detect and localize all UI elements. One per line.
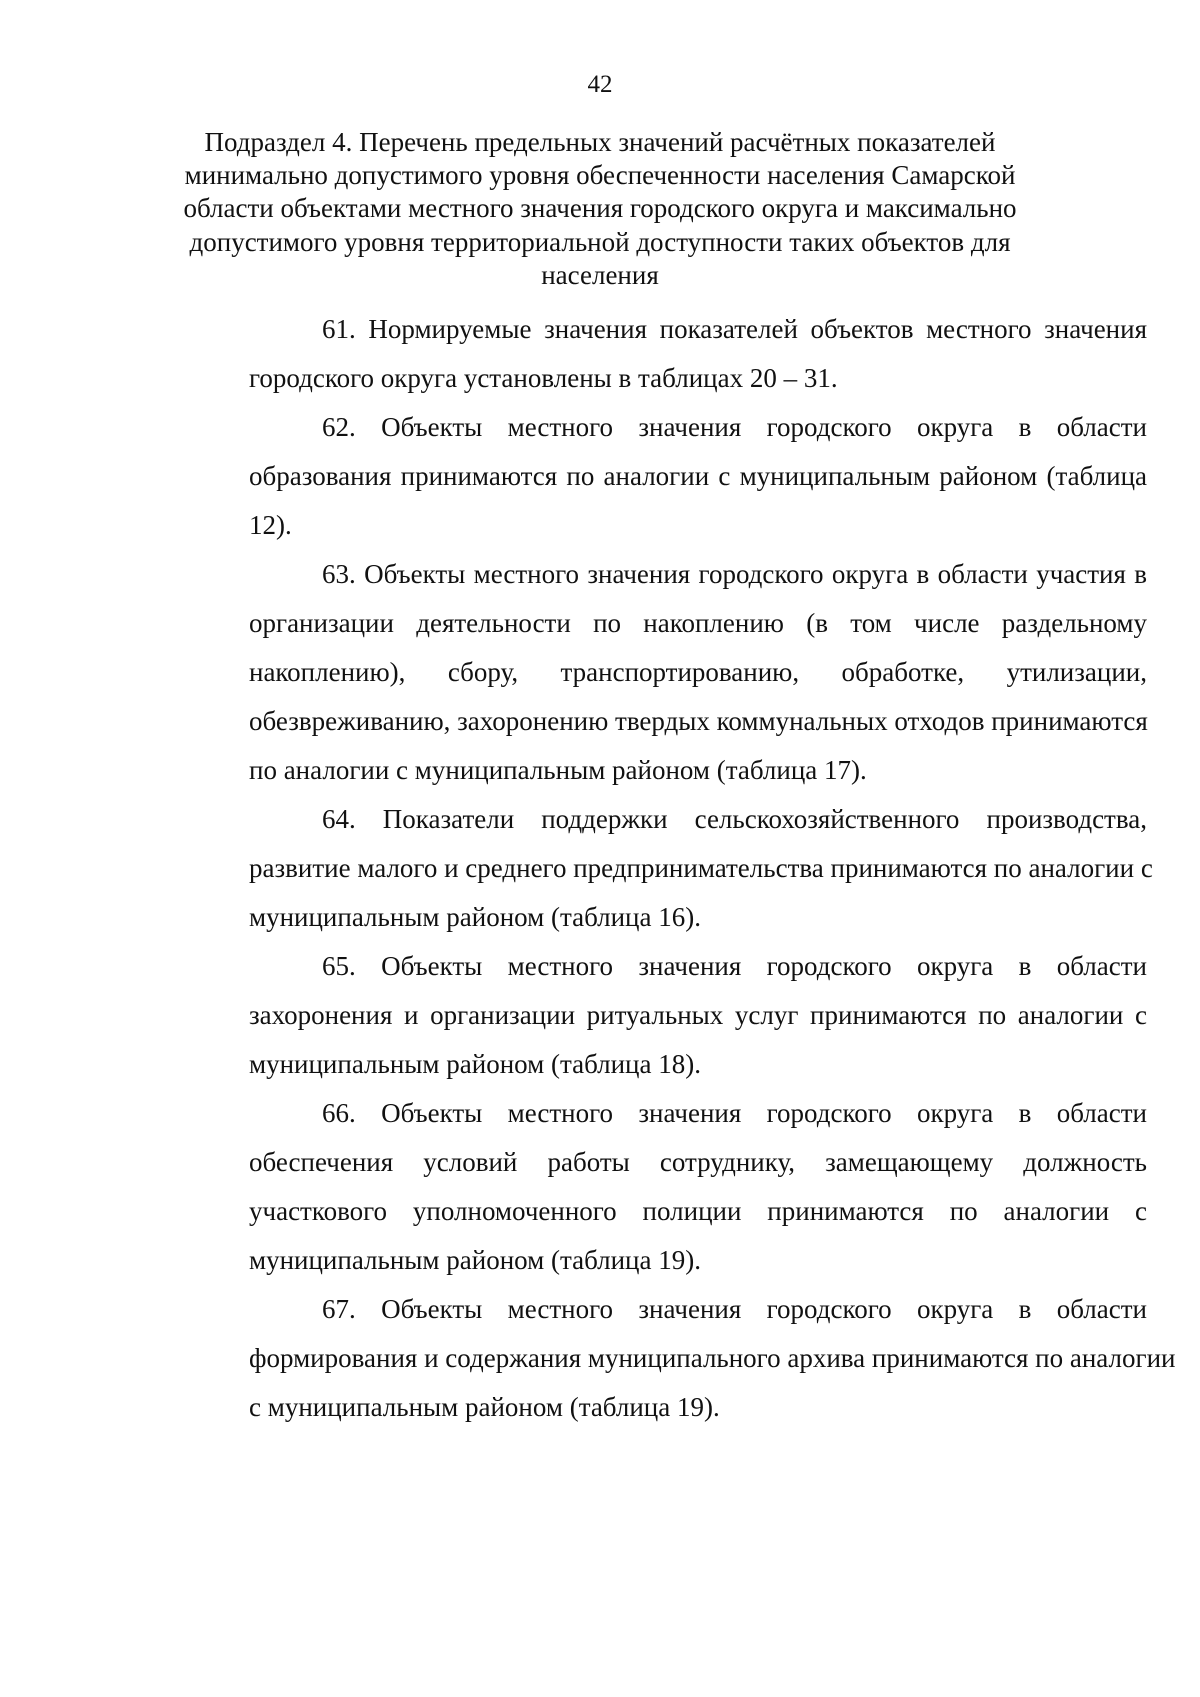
paragraph-61 [176, 305, 1147, 403]
text-line: 67. Объекты местного значения городского округа в области [322, 1294, 1147, 1324]
text-line: муниципальным районом (таблица 16). [249, 902, 701, 932]
text-line: развитие малого и среднего предпринимательства принимаются по аналогии с [249, 853, 1153, 883]
paragraph-62 [176, 403, 1147, 550]
text-line: накоплению), сбору, транспортированию, обработке, утилизации, [249, 657, 1147, 687]
text-line: участкового уполномоченного полиции принимаются по аналогии с [249, 1196, 1147, 1226]
paragraph-63 [176, 550, 1147, 795]
paragraph-66 [176, 1089, 1147, 1285]
paragraph-67 [176, 1285, 1176, 1432]
heading-line: населения [541, 259, 659, 290]
text-line: 66. Объекты местного значения городского округа в области [322, 1098, 1147, 1128]
text-line: образования принимаются по аналогии с муниципальным районом (таблица [249, 461, 1147, 491]
paragraph-64 [176, 795, 1153, 942]
heading-line: минимально допустимого уровня обеспеченности населения Самарской [184, 160, 1016, 191]
text-line: 61. Нормируемые значения показателей объектов местного значения [322, 314, 1147, 344]
section-heading [0, 126, 1200, 292]
text-line: обезвреживанию, захоронению твердых коммунальных отходов принимаются [249, 706, 1148, 736]
heading-line: допустимого уровня территориальной доступности таких объектов для [189, 226, 1011, 257]
text-line: муниципальным районом (таблица 19). [249, 1245, 701, 1275]
text-line: 12). [249, 510, 292, 540]
text-line: 65. Объекты местного значения городского округа в области [322, 951, 1147, 981]
text-line: 64. Показатели поддержки сельскохозяйственного производства, [322, 804, 1147, 834]
heading-line: Подраздел 4. Перечень предельных значений расчётных показателей [204, 127, 996, 157]
text-line: 63. Объекты местного значения городского округа в области участия в [322, 559, 1147, 589]
text-line: 62. Объекты местного значения городского округа в области [322, 412, 1147, 442]
text-line: организации деятельности по накоплению (в том числе раздельному [249, 608, 1147, 638]
text-line: с муниципальным районом (таблица 19). [249, 1392, 720, 1422]
paragraph-65 [176, 942, 1147, 1089]
text-line: формирования и содержания муниципального архива принимаются по аналогии [249, 1343, 1176, 1373]
page-number: 42 [587, 71, 613, 98]
heading-line: области объектами местного значения городского округа и максимально [183, 193, 1017, 224]
text-line: муниципальным районом (таблица 18). [249, 1049, 701, 1079]
text-line: по аналогии с муниципальным районом (таблица 17). [249, 755, 867, 785]
body-text [176, 305, 1176, 1432]
text-line: захоронения и организации ритуальных услуг принимаются по аналогии с [249, 1000, 1147, 1030]
text-line: городского округа установлены в таблицах 20 – 31. [249, 363, 838, 393]
text-line: обеспечения условий работы сотруднику, замещающему должность [249, 1147, 1147, 1177]
